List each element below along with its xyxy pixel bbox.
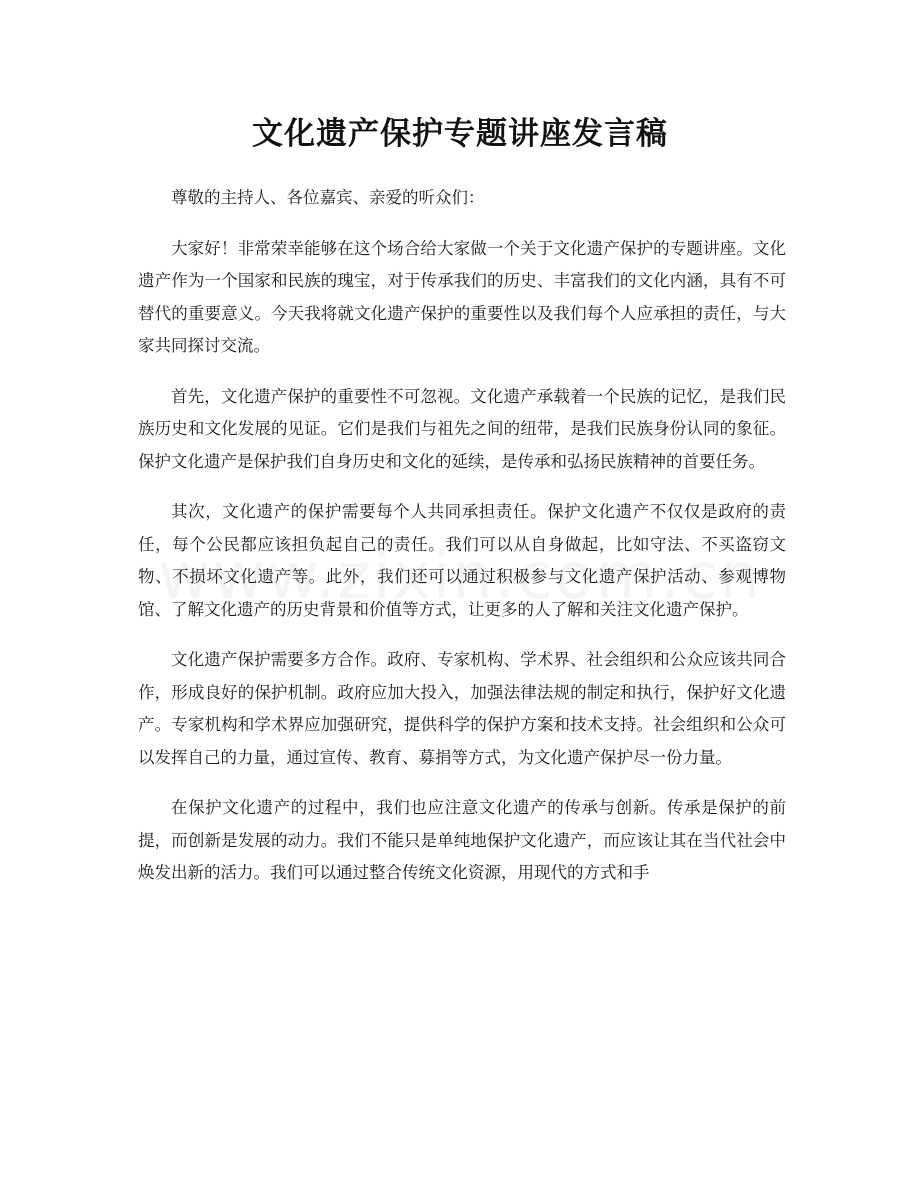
paragraph-importance: 首先，文化遗产保护的重要性不可忽视。文化遗产承载着一个民族的记忆，是我们民族历史和文化发展的见证。它们是我们与祖先之间的纽带，是我们民族身份认同的象征。保护文化遗产是保护我们自身历史和文化的延续，是传承和弘扬民族精神的首要任务。 xyxy=(138,386,786,471)
document-body xyxy=(138,182,786,908)
paragraph-responsibility: 其次，文化遗产的保护需要每个人共同承担责任。保护文化遗产不仅仅是政府的责任，每个公民都应该担负起自己的责任。我们可以从自身做起，比如守法、不买盗窃文物、不损坏文化遗产等。此外，我们还可以通过积极参与文化遗产保护活动、参观博物馆、了解文化遗产的历史背景和价值等方式，让更多的人了解和关注文化遗产保护。 xyxy=(138,502,786,619)
document-title: 文化遗产保护专题讲座发言稿 xyxy=(252,116,668,152)
paragraph-intro: 大家好！非常荣幸能够在这个场合给大家做一个关于文化遗产保护的专题讲座。文化遗产作为一个国家和民族的瑰宝，对于传承我们的历史、丰富我们的文化内涵，具有不可替代的重要意义。今天我将就文化遗产保护的重要性以及我们每个人应承担的责任，与大家共同探讨交流。 xyxy=(138,238,786,355)
paragraph-inheritance: 在保护文化遗产的过程中，我们也应注意文化遗产的传承与创新。传承是保护的前提，而创新是发展的动力。我们不能只是单纯地保护文化遗产，而应该让其在当代社会中焕发出新的活力。我们可以通过整合传统文化资源，用现代的方式和手 xyxy=(138,798,786,882)
paragraph-greeting: 尊敬的主持人、各位嘉宾、亲爱的听众们： xyxy=(171,188,485,207)
paragraph-cooperation: 文化遗产保护需要多方合作。政府、专家机构、学术界、社会组织和公众应该共同合作，形成良好的保护机制。政府应加大投入，加强法律法规的制定和执行，保护好文化遗产。专家机构和学术界应加强研究，提供科学的保护方案和技术支持。社会组织和公众可以发挥自己的力量，通过宣传、教育、募捐等方式，为文化遗产保护尽一份力量。 xyxy=(138,650,786,767)
